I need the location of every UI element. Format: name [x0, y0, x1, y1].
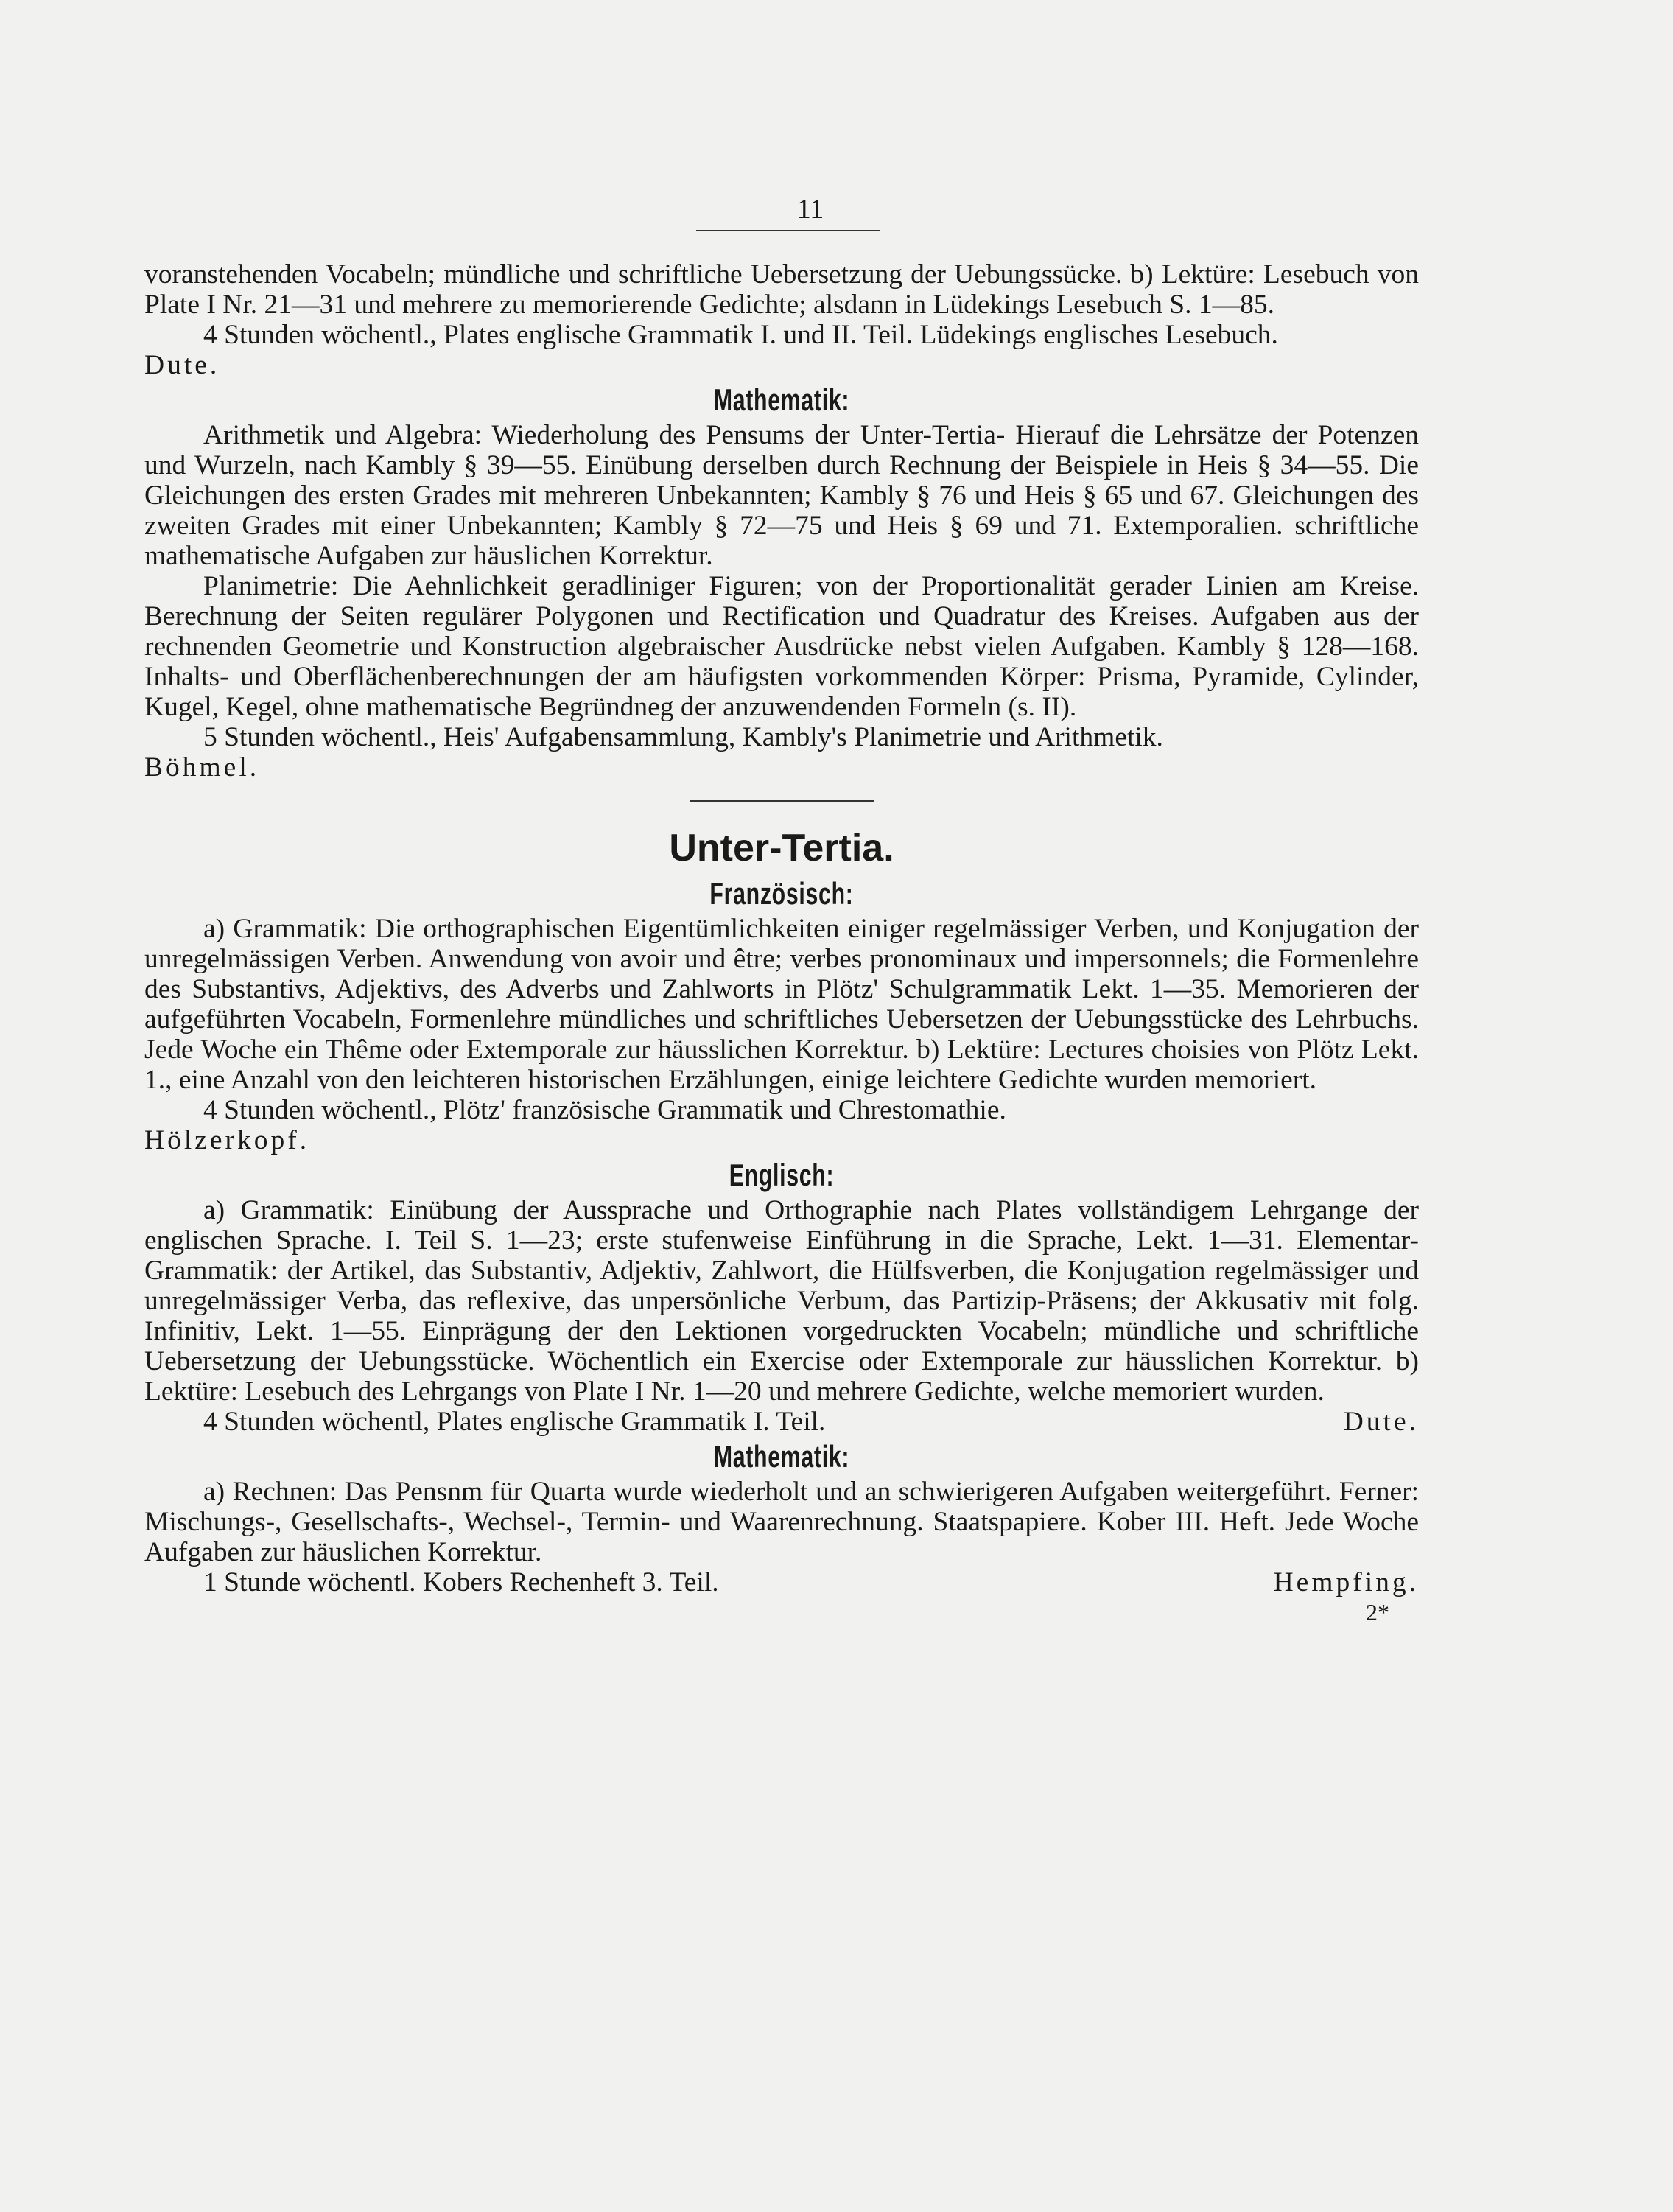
section-heading: Mathematik: [713, 1439, 850, 1474]
paragraph: 4 Stunden wöchentl., Plötz' französische Grammatik und Chrestomathie. [203, 1095, 1006, 1125]
teacher-signature: Dute. [144, 350, 220, 380]
paragraph: Planimetrie: Die Aehnlichkeit geradliniger Figuren; von der Proportionalität gerader Linien am Kreise. Berechnung der Seiten regulärer Polygonen und Rectification und Quadratur des Kreises. Aufgaben aus der rechnenden Geometrie und Konstruction algebraischer Ausdrücke nebst vielen Aufgaben. Kambly § 128—168. Inhalts- und Oberflächenberechnungen der am häufigsten vorkommenden Körper: Prisma, Pyramide, Cylinder, Kugel, Kegel, ohne mathematische Begründneg der anzuwendenden Formeln (s. II). [144, 571, 1419, 722]
paragraph: 1 Stunde wöchentl. Kobers Rechenheft 3. Teil. [203, 1567, 719, 1597]
teacher-signature: Hölzerkopf. [144, 1125, 310, 1155]
teacher-signature: Hempfing. [1273, 1567, 1419, 1597]
class-title: Unter-Tertia. [669, 827, 894, 869]
section-heading: Mathematik: [713, 382, 850, 417]
paragraph: 5 Stunden wöchentl., Heis' Aufgabensammlung, Kambly's Planimetrie und Arithmetik. [203, 722, 1163, 752]
paragraph-with-signature [144, 1407, 1419, 1437]
signature-mark: 2* [1366, 1599, 1389, 1625]
paragraph-with-signature [144, 1567, 1419, 1597]
top-rule [696, 230, 880, 231]
paragraph: 4 Stunden wöchentl, Plates englische Grammatik I. Teil. [203, 1407, 826, 1437]
teacher-signature: Dute. [1343, 1407, 1419, 1437]
paragraph: a) Grammatik: Einübung der Aussprache und Orthographie nach Plates vollständigem Lehrgange der englischen Sprache. I. Teil S. 1—23; erste stufenweise Einführung in die Sprache, Lekt. 1—31. Elementar-Grammatik: der Artikel, das Substantiv, Adjektiv, Zahlwort, die Hülfsverben, die Konjugation regelmässiger und unregelmässiger Verba, das reflexive, das unpersönliche Verbum, das Partizip-Präsens; der Akkusativ mit folg. Infinitiv, Lekt. 1—55. Einprägung der den Lektionen vorgedruckten Vocabeln; mündliche und schriftliche Uebersetzung der Uebungsstücke. Wöchentlich ein Exercise oder Extemporale zur häusslichen Korrektur. b) Lektüre: Lesebuch des Lehrgangs von Plate I Nr. 1—20 und mehrere Gedichte, welche memoriert wurden. [144, 1195, 1419, 1407]
teacher-signature: Böhmel. [144, 752, 260, 783]
section-heading: Englisch: [729, 1158, 835, 1192]
section-heading: Französisch: [709, 876, 854, 911]
paragraph: a) Rechnen: Das Pensnm für Quarta wurde wiederholt und an schwierigeren Aufgaben weitergeführt. Ferner: Mischungs-, Gesellschafts-, Wechsel-, Termin- und Waarenrechnung. Staatspapiere. Kober III. Heft. Jede Woche Aufgaben zur häuslichen Korrektur. [144, 1477, 1419, 1567]
paragraph: 4 Stunden wöchentl., Plates englische Grammatik I. und II. Teil. Lüdekings englisches Lesebuch. [203, 320, 1278, 350]
page-number: 11 [796, 194, 824, 225]
paragraph: voranstehenden Vocabeln; mündliche und schriftliche Uebersetzung der Uebungssücke. b) Lektüre: Lesebuch von Plate I Nr. 21—31 und mehrere zu memorierende Gedichte; alsdann in Lüdekings Lesebuch S. 1—85. [144, 259, 1419, 320]
paragraph: Arithmetik und Algebra: Wiederholung des Pensums der Unter-Tertia- Hierauf die Lehrsätze der Potenzen und Wurzeln, nach Kambly § 39—55. Einübung derselben durch Rechnung der Beispiele in Heis § 34—55. Die Gleichungen des ersten Grades mit mehreren Unbekannten; Kambly § 76 und Heis § 65 und 67. Gleichungen des zweiten Grades mit einer Unbekannten; Kambly § 72—75 und Heis § 69 und 71. Extemporalien. schriftliche mathematische Aufgaben zur häuslichen Korrektur. [144, 420, 1419, 571]
section-divider [690, 800, 874, 802]
paragraph: a) Grammatik: Die orthographischen Eigentümlichkeiten einiger regelmässiger Verben, und Konjugation der unregelmässigen Verben. Anwendung von avoir und être; verbes pronominaux und impersonnels; die Formenlehre des Substantivs, Adjektivs, des Adverbs und Zahlworts in Plötz' Schulgrammatik Lekt. 1—35. Memorieren der aufgeführten Vocabeln, Formenlehre mündliches und schriftliches Uebersetzen der Uebungsstücke des Lehrbuchs. Jede Woche ein Thême oder Extemporale zur häusslichen Korrektur. b) Lektüre: Lectures choisies von Plötz Lekt. 1., eine Anzahl von den leichteren historischen Erzählungen, einige leichtere Gedichte wurden memoriert. [144, 914, 1419, 1095]
body-text [144, 259, 1419, 1628]
